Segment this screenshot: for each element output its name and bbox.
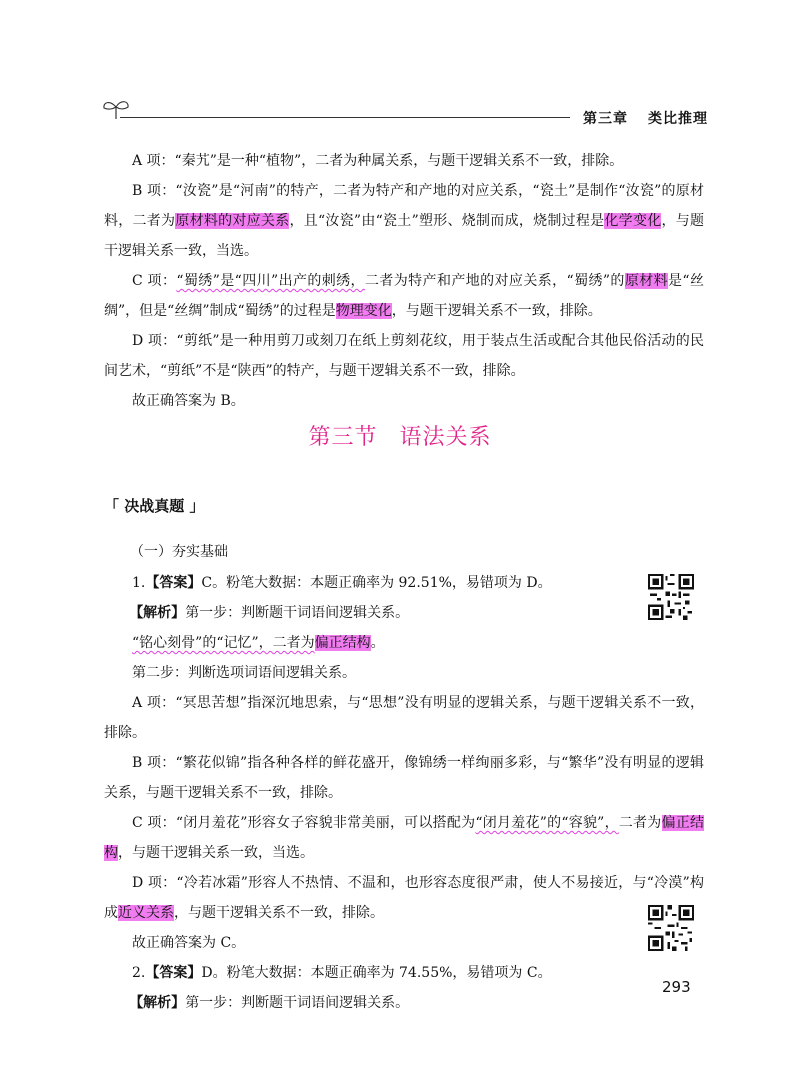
answer-value: D。粉笔大数据：本题正确率为 74.55%，易错项为 C。: [201, 965, 552, 981]
q1-option-a: A 项：“冥思苦想”指深沉地思索，与“思想”没有明显的逻辑关系，与题干逻辑关系不一致，排除。: [104, 695, 704, 741]
text-span: ，与题干逻辑关系一致，当选。: [118, 845, 314, 861]
highlight: 近义关系: [118, 905, 174, 921]
top-analysis: [104, 146, 704, 416]
text-span: 二者为: [618, 815, 662, 831]
answer-label: 【答案】: [145, 575, 202, 591]
option-c-text: [104, 266, 704, 326]
q1-answer: 故正确答案为 C。: [132, 935, 246, 951]
block-heading: 「 决战真题 」: [104, 497, 205, 515]
text-span: ，与题干逻辑关系不一致，排除。: [391, 303, 602, 319]
section-number: 第三节: [308, 425, 378, 450]
q1-stem-line: [104, 628, 704, 658]
section-name: 语法关系: [399, 425, 492, 450]
text-span: C 项：“闭月羞花”形容女子容貌非常美丽，可以搭配为: [132, 815, 476, 831]
text-span: ，且“汝瓷”由“瓷土”塑形、烧制而成，烧制过程是: [289, 213, 605, 229]
text-span: 是“丝绸”，但是“丝绸”制成“蜀绣”的过程是: [104, 273, 704, 319]
qr-code-icon[interactable]: [648, 574, 694, 620]
text-span: C 项：: [132, 273, 177, 289]
option-b-text: [104, 176, 704, 266]
chapter-topic: 类比推理: [648, 111, 708, 127]
option-a-text: A 项：“秦艽”是一种“植物”，二者为种属关系，与题干逻辑关系不一致，排除。: [132, 153, 624, 169]
text-span: B 项：“汝瓷”是“河南”的特产，二者为特产和产地的对应关系，“瓷土”是制作“汝瓷”的原材料，二者为: [104, 183, 704, 229]
q1-option-c: [104, 808, 704, 868]
answer-text: 故正确答案为 B。: [132, 393, 245, 409]
step-text: 第一步：判断题干词语间逻辑关系。: [185, 995, 410, 1011]
step-text: 第一步：判断题干词语间逻辑关系。: [185, 605, 410, 621]
underlined-text: “闭月羞花”的“容貌”，: [475, 815, 619, 831]
underlined-text: “铭心刻骨”的“记忆”，二者为: [132, 635, 315, 651]
answer-value: C。粉笔大数据：本题正确率为 92.51%，易错项为 D。: [201, 575, 552, 591]
text-span: D 项：“冷若冰霜”形容人不热情、不温和，也形容态度很严肃，使人不易接近，与“冷漠”构成: [104, 875, 704, 921]
qr-code-icon[interactable]: [648, 905, 694, 951]
chapter-label: 第三章: [583, 111, 628, 127]
answer-label: 【答案】: [145, 965, 202, 981]
question-number: 2.: [132, 965, 146, 981]
q1-option-d: [104, 868, 704, 928]
highlight: 原材料: [624, 273, 669, 289]
q1-option-b: B 项：“繁花似锦”指各种各样的鲜花盛开，像锦绣一样绚丽多彩，与“繁华”没有明显的逻辑关系，与题干逻辑关系不一致，排除。: [104, 755, 704, 801]
highlight: 偏正结构: [104, 815, 705, 861]
section-title: [0, 420, 800, 451]
highlight: 原材料的对应关系: [175, 213, 290, 229]
text-span: ，与题干逻辑关系不一致，排除。: [174, 905, 384, 921]
text-span: ，与题干逻辑关系一致，当选。: [104, 213, 705, 259]
text-span: 。: [370, 635, 385, 651]
analysis-label: 【解析】: [129, 605, 186, 621]
header-rule: [120, 117, 570, 118]
page-number: 293: [662, 978, 691, 996]
highlight: 化学变化: [604, 213, 662, 229]
q1-analysis-line: [104, 598, 704, 628]
highlight: 物理变化: [335, 303, 392, 319]
q1-answer-line: [104, 568, 704, 598]
text-span: 二者为特产和产地的对应关系，“蜀绣”的: [364, 273, 625, 289]
highlight: 偏正结构: [314, 635, 371, 651]
underlined-text: “蜀绣”是“四川”出产的刺绣，: [176, 273, 365, 289]
q2-analysis-line: [104, 988, 704, 1018]
header-chapter: [583, 108, 708, 128]
sub-heading: （一）夯实基础: [130, 544, 228, 560]
q2-answer-line: [104, 958, 704, 988]
question-1-analysis: [104, 568, 704, 1018]
option-d-text: D 项：“剪纸”是一种用剪刀或刻刀在纸上剪刻花纹，用于装点生活或配合其他民俗活动的民间艺术，“剪纸”不是“陕西”的特产，与题干逻辑关系不一致，排除。: [104, 333, 704, 379]
q1-step2: 第二步：判断选项词语间逻辑关系。: [132, 665, 356, 681]
question-number: 1.: [132, 575, 146, 591]
analysis-label: 【解析】: [129, 995, 186, 1011]
